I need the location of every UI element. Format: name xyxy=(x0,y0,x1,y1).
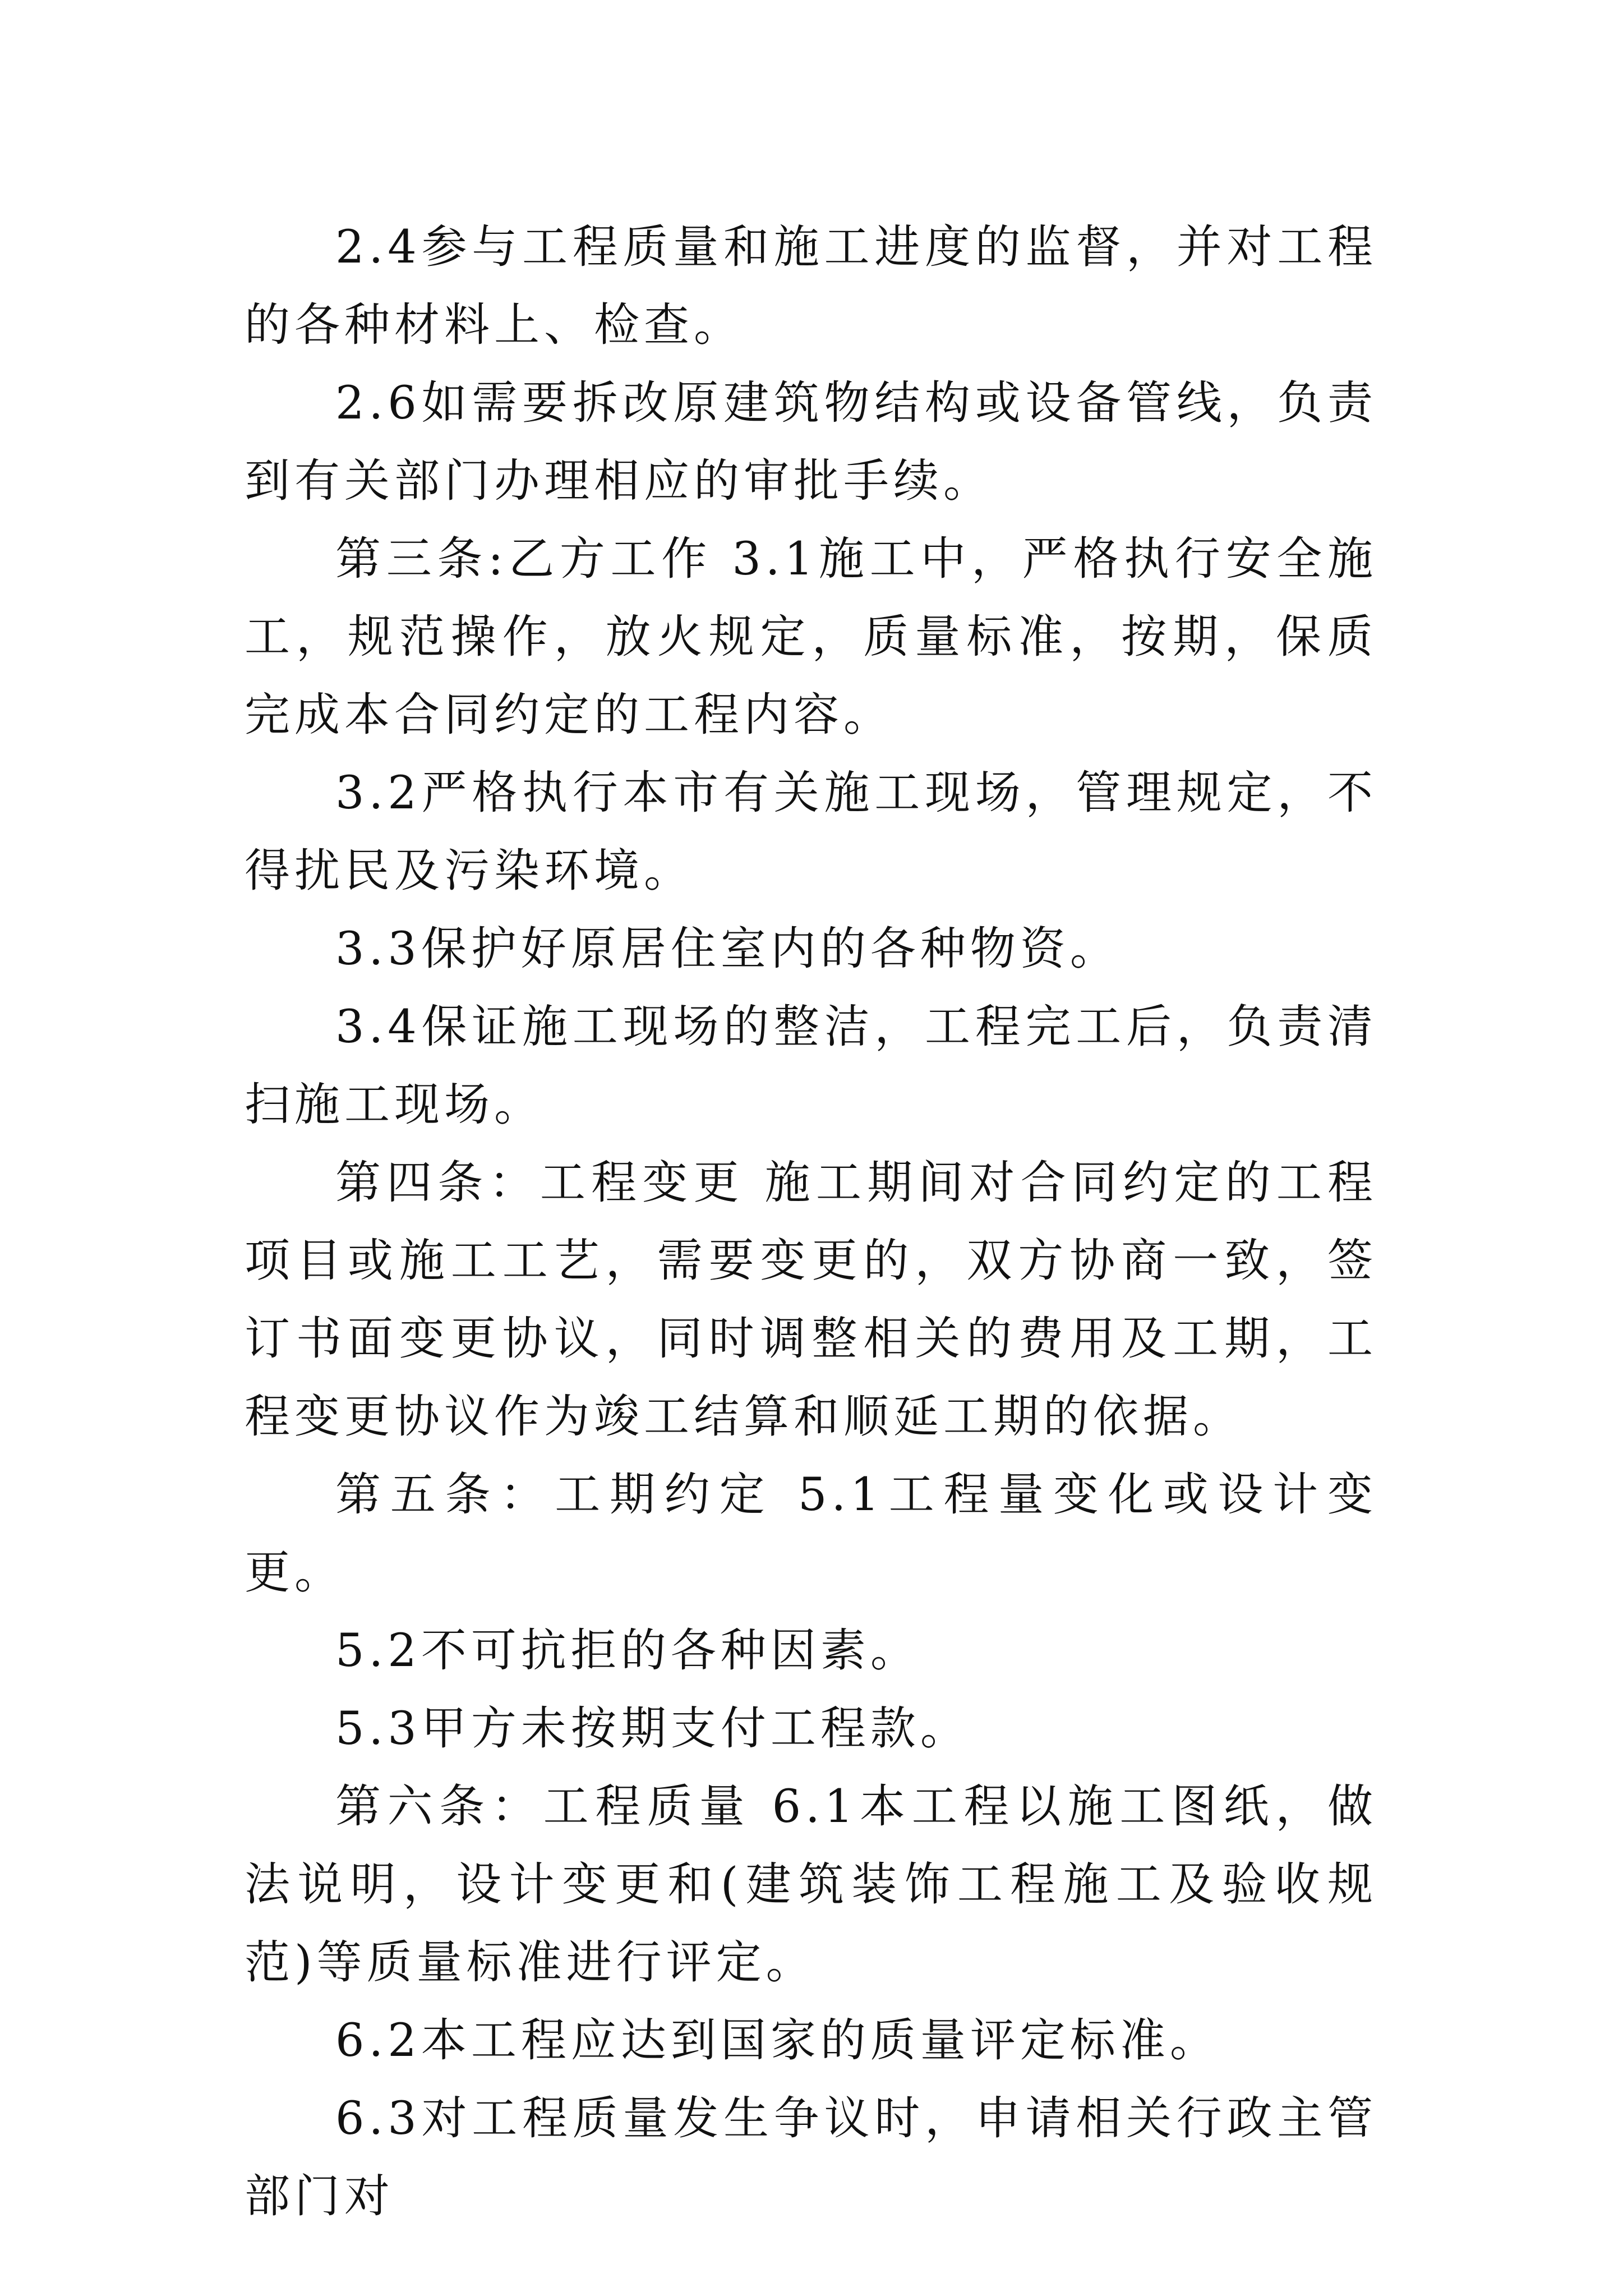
paragraph-article-6: 第六条：工程质量 6.1本工程以施工图纸，做法说明，设计变更和(建筑装饰工程施工及验收规范)等质量标准进行评定。 xyxy=(245,1780,1377,1989)
paragraph-3-3: 3.3保护好原居住室内的各种物资。 xyxy=(335,923,1120,976)
paragraph-6-2: 6.2本工程应达到国家的质量评定标准。 xyxy=(335,2014,1220,2067)
paragraph-article-3: 第三条:乙方工作 3.1施工中，严格执行安全施工，规范操作，放火规定，质量标准，按期，保质完成本合同约定的工程内容。 xyxy=(245,533,1377,742)
paragraph-3-2: 3.2严格执行本市有关施工现场，管理规定，不得扰民及污染环境。 xyxy=(245,767,1377,898)
paragraph-article-4: 第四条：工程变更 施工期间对合同约定的工程项目或施工工艺，需要变更的，双方协商一致，签订书面变更协议，同时调整相关的费用及工期，工程变更协议作为竣工结算和顺延工期的依据。 xyxy=(245,1157,1377,1443)
paragraph-3-4: 3.4保证施工现场的整洁，工程完工后，负责清扫施工现场。 xyxy=(245,1001,1377,1131)
paragraph-article-5: 第五条：工期约定 5.1工程量变化或设计变更。 xyxy=(245,1469,1377,1599)
document-body xyxy=(245,209,1377,2236)
paragraph-5-3: 5.3甲方未按期支付工程款。 xyxy=(335,1703,970,1755)
paragraph-2-6: 2.6如需要拆改原建筑物结构或设备管线，负责到有关部门办理相应的审批手续。 xyxy=(245,377,1377,508)
paragraph-6-3: 6.3对工程质量发生争议时，申请相关行政主管部门对 xyxy=(245,2092,1377,2223)
paragraph-5-2: 5.2不可抗拒的各种因素。 xyxy=(335,1625,920,1677)
paragraph-2-4: 2.4参与工程质量和施工进度的监督，并对工程的各种材料上、检查。 xyxy=(245,221,1377,352)
